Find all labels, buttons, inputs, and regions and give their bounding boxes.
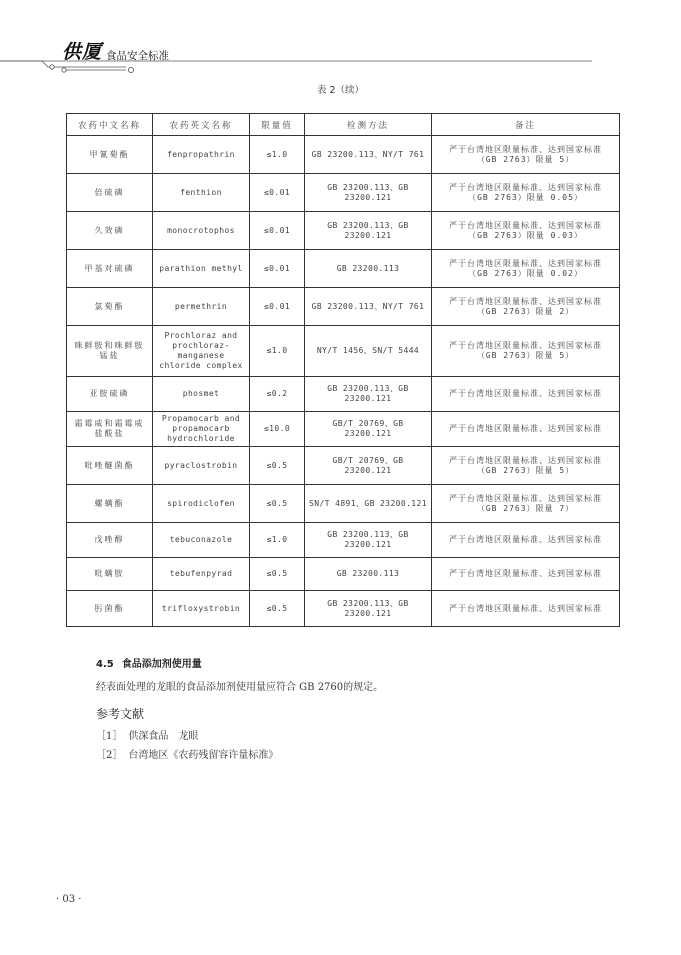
reference-item (96, 727, 198, 742)
remark-national-standard: （GB 2763）限量 5） (476, 351, 575, 360)
limit-value-cell: ≤0.01 (250, 250, 305, 288)
limit-value-cell: ≤0.5 (250, 485, 305, 523)
section-heading (96, 655, 202, 670)
column-header: 限量值 (250, 114, 305, 136)
pesticide-cn-name-cell: 久效磷 (67, 212, 153, 250)
table-header-row (67, 114, 620, 136)
table-row (67, 447, 620, 485)
table-row (67, 412, 620, 447)
reference-item (96, 746, 278, 761)
table-row (67, 174, 620, 212)
pesticide-cn-name-cell: 咪鲜胺和咪鲜胺锰盐 (67, 326, 153, 377)
remark-national-standard: （GB 2763）限量 5） (476, 465, 575, 475)
remark-cell (432, 288, 620, 326)
table-row (67, 377, 620, 412)
remark-cell (432, 212, 620, 250)
remark-text: 严于台湾地区限量标准、达到国家标准 (449, 389, 602, 398)
test-method-cell: GB 23200.113 (305, 558, 432, 591)
pesticide-en-name-cell: Propamocarb and propamocarb hydrochloride (153, 412, 250, 447)
section-title: 食品添加剂使用量 (121, 659, 202, 670)
pesticide-cn-name-cell: 甲氰菊酯 (67, 136, 153, 174)
pesticide-cn-name-cell: 亚胺硫磷 (67, 377, 153, 412)
limit-value-cell: ≤1.0 (250, 136, 305, 174)
test-method-cell: GB 23200.113 (305, 250, 432, 288)
limit-value-cell: ≤1.0 (250, 523, 305, 558)
limit-value-cell: ≤0.5 (250, 447, 305, 485)
pesticide-cn-name-cell: 倍硫磷 (67, 174, 153, 212)
table-row (67, 136, 620, 174)
table-caption: 表 2（续） (316, 85, 365, 96)
column-header: 备注 (432, 114, 620, 136)
remark-text: 严于台湾地区限量标准、达到国家标准 (449, 455, 602, 465)
remark-cell (432, 377, 620, 412)
remark-text: 严于台湾地区限量标准、达到国家标准 (449, 424, 602, 433)
remark-text: 严于台湾地区限量标准、达到国家标准 (449, 341, 602, 350)
limit-value-cell: ≤0.01 (250, 174, 305, 212)
remark-cell (432, 174, 620, 212)
remark-text: 严于台湾地区限量标准、达到国家标准 (449, 296, 602, 306)
reference-number: ［2］ (96, 750, 123, 761)
pesticide-en-name-cell: Prochloraz and prochloraz-manganese chloride complex (153, 326, 250, 377)
reference-number: ［1］ (96, 731, 123, 742)
remark-national-standard: （GB 2763）限量 7） (476, 503, 575, 513)
remark-cell (432, 523, 620, 558)
header-rule (0, 56, 681, 78)
pesticide-en-name-cell: parathion methyl (153, 250, 250, 288)
pesticide-en-name-cell: tebufenpyrad (153, 558, 250, 591)
pesticide-en-name-cell: monocrotophos (153, 212, 250, 250)
section-number: 4.5 (96, 659, 114, 670)
remark-cell (432, 412, 620, 447)
limit-value-cell: ≤0.2 (250, 377, 305, 412)
remark-cell (432, 250, 620, 288)
remark-national-standard: （GB 2763）限量 0.05） (468, 192, 583, 202)
reference-text: 台湾地区《农药残留容许量标准》 (128, 750, 279, 761)
pesticide-en-name-cell: permethrin (153, 288, 250, 326)
remark-national-standard: （GB 2763）限量 0.03） (468, 230, 583, 240)
pesticide-en-name-cell: spirodiclofen (153, 485, 250, 523)
pesticide-cn-name-cell: 氯菊酯 (67, 288, 153, 326)
remark-text: 严于台湾地区限量标准、达到国家标准 (449, 569, 602, 578)
limit-value-cell: ≤1.0 (250, 326, 305, 377)
references-title: 参考文献 (96, 707, 145, 721)
limit-value-cell: ≤0.01 (250, 212, 305, 250)
test-method-cell: SN/T 4891、GB 23200.121 (305, 485, 432, 523)
column-header: 农药中文名称 (67, 114, 153, 136)
test-method-cell: GB 23200.113、GB 23200.121 (305, 212, 432, 250)
pesticide-cn-name-cell: 肟菌酯 (67, 591, 153, 627)
pesticide-en-name-cell: pyraclostrobin (153, 447, 250, 485)
table-row (67, 523, 620, 558)
table-row (67, 326, 620, 377)
pesticide-en-name-cell: fenpropathrin (153, 136, 250, 174)
test-method-cell: NY/T 1456、SN/T 5444 (305, 326, 432, 377)
remark-cell (432, 591, 620, 627)
pesticide-cn-name-cell: 戊唑醇 (67, 523, 153, 558)
test-method-cell: GB/T 20769、GB 23200.121 (305, 412, 432, 447)
limit-value-cell: ≤0.01 (250, 288, 305, 326)
pesticide-cn-name-cell: 吡唑醚菌酯 (67, 447, 153, 485)
table-row (67, 250, 620, 288)
pesticide-cn-name-cell: 霜霉威和霜霉威盐酸盐 (67, 412, 153, 447)
test-method-cell: GB 23200.113、NY/T 761 (305, 288, 432, 326)
remark-national-standard: （GB 2763）限量 2） (476, 306, 575, 316)
reference-text: 供深食品 龙眼 (128, 731, 199, 742)
test-method-cell: GB/T 20769、GB 23200.121 (305, 447, 432, 485)
test-method-cell: GB 23200.113、GB 23200.121 (305, 377, 432, 412)
column-header: 农药英文名称 (153, 114, 250, 136)
pesticide-limit-table (66, 113, 620, 627)
remark-text: 严于台湾地区限量标准、达到国家标准 (449, 603, 602, 613)
remark-text: 严于台湾地区限量标准、达到国家标准 (449, 144, 602, 154)
pesticide-en-name-cell: trifloxystrobin (153, 591, 250, 627)
column-header: 检测方法 (305, 114, 432, 136)
test-method-cell: GB 23200.113、GB 23200.121 (305, 591, 432, 627)
brand-subtitle: 食品安全标准 (106, 49, 170, 62)
section-paragraph: 经表面处理的龙眼的食品添加剂使用量应符合 GB 2760的规定。 (96, 682, 384, 693)
pesticide-cn-name-cell: 吡螨胺 (67, 558, 153, 591)
table-row (67, 485, 620, 523)
limit-value-cell: ≤10.0 (250, 412, 305, 447)
brand-logo: 供厦 (62, 41, 103, 63)
remark-cell (432, 326, 620, 377)
pesticide-en-name-cell: fenthion (153, 174, 250, 212)
test-method-cell: GB 23200.113、GB 23200.121 (305, 174, 432, 212)
test-method-cell: GB 23200.113、GB 23200.121 (305, 523, 432, 558)
pesticide-cn-name-cell: 甲基对硫磷 (67, 250, 153, 288)
limit-value-cell: ≤0.5 (250, 558, 305, 591)
remark-text: 严于台湾地区限量标准、达到国家标准 (449, 535, 602, 544)
remark-cell (432, 136, 620, 174)
page-number: · 03 · (56, 894, 82, 905)
remark-text: 严于台湾地区限量标准、达到国家标准 (449, 258, 602, 268)
test-method-cell: GB 23200.113、NY/T 761 (305, 136, 432, 174)
pesticide-cn-name-cell: 螺螨酯 (67, 485, 153, 523)
remark-text: 严于台湾地区限量标准、达到国家标准 (449, 182, 602, 192)
remark-cell (432, 447, 620, 485)
remark-text: 严于台湾地区限量标准、达到国家标准 (449, 220, 602, 230)
remark-text: 严于台湾地区限量标准、达到国家标准 (449, 493, 602, 503)
remark-cell (432, 485, 620, 523)
table-row (67, 288, 620, 326)
remark-national-standard: （GB 2763）限量 5） (476, 154, 575, 164)
remark-national-standard: （GB 2763）限量 0.02） (468, 268, 583, 278)
table-row (67, 212, 620, 250)
limit-value-cell: ≤0.5 (250, 591, 305, 627)
table-row (67, 558, 620, 591)
table-row (67, 591, 620, 627)
pesticide-en-name-cell: tebuconazole (153, 523, 250, 558)
pesticide-en-name-cell: phosmet (153, 377, 250, 412)
remark-cell (432, 558, 620, 591)
